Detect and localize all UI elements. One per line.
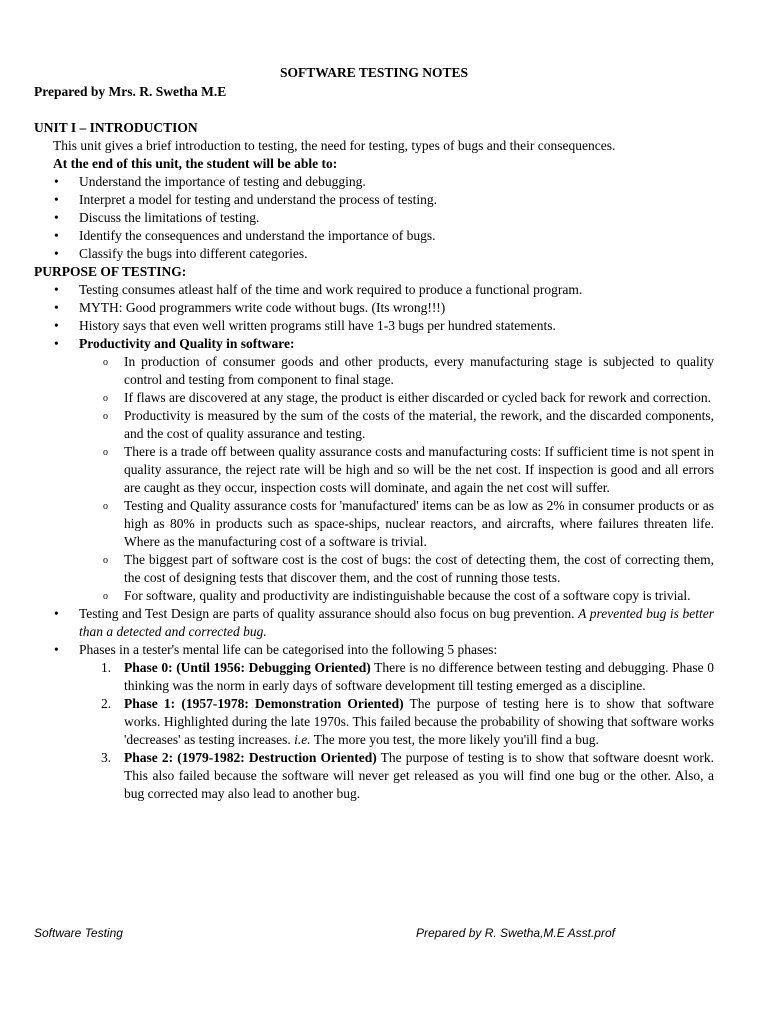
- list-item: • Classify the bugs into different categories.: [34, 245, 714, 263]
- test-design-item: [34, 605, 714, 641]
- list-item: • Identify the consequences and understand the importance of bugs.: [34, 227, 714, 245]
- purpose-heading: PURPOSE OF TESTING:: [34, 264, 187, 279]
- test-design-text: Testing and Test Design are parts of quality assurance should also focus on bug prevention.: [79, 606, 579, 621]
- sub-list-item: o There is a trade off between quality assurance costs and manufacturing costs: If sufficient time is not spent in quality assurance, the reject rate will be high and so will be the net cost. If inspection is good and all errors are caught as they occur, inspection costs will dominate, and again the net cost will suffer.: [79, 443, 714, 497]
- prepared-by: Prepared by Mrs. R. Swetha M.E: [34, 84, 227, 99]
- test-design-italic: A prevented bug is better than a detected and corrected bug.: [79, 606, 715, 639]
- productivity-heading: Productivity and Quality in software:: [79, 336, 295, 351]
- footer-right: Prepared by R. Swetha,M.E Asst.prof: [416, 926, 615, 940]
- phase-text: The purpose of testing is to show that software doesnt work. This also failed because the software will never get released as you will find one bug or the other. Also, a bug corrected may also lead to another bug.: [124, 750, 714, 801]
- phase-item: [79, 749, 714, 803]
- phase-label: Phase 2: (1979-1982: Destruction Oriented): [124, 750, 377, 765]
- sub-list-item: o If flaws are discovered at any stage, the product is either discarded or cycled back for rework and correction.: [79, 389, 714, 407]
- spacer: [34, 101, 714, 119]
- phase-text: There is no difference between testing and debugging. Phase 0 thinking was the norm in early days of software development till testing emerged as a discipline.: [124, 660, 714, 693]
- phase-label: Phase 0: (Until 1956: Debugging Oriented): [124, 660, 371, 675]
- phase-text: The purpose of testing here is to show that software works. Highlighted during the late 1970s. This failed because the probability of showing that software works 'decreases' as testing increases.: [124, 696, 714, 747]
- footer-left: Software Testing: [34, 926, 123, 940]
- purpose-list: [34, 281, 714, 803]
- phase-number: 3.: [101, 750, 112, 765]
- unit-heading: UNIT I – INTRODUCTION: [34, 120, 198, 135]
- phases-item: [34, 641, 714, 803]
- phase-item: [79, 659, 714, 695]
- document-title: SOFTWARE TESTING NOTES: [279, 65, 469, 80]
- unit-intro: This unit gives a brief introduction to testing, the need for testing, types of bugs and their consequences.: [53, 138, 616, 153]
- list-item: • MYTH: Good programmers write code without bugs. (Its wrong!!!): [34, 299, 714, 317]
- list-item: • History says that even well written programs still have 1-3 bugs per hundred statements.: [34, 317, 714, 335]
- productivity-sublist: [79, 353, 714, 605]
- phase-item: [79, 695, 714, 749]
- sub-list-item: o The biggest part of software cost is the cost of bugs: the cost of detecting them, the cost of correcting them, the cost of designing tests that discover them, and the cost of running those tests.: [79, 551, 714, 587]
- sub-list-item: o Productivity is measured by the sum of the costs of the material, the rework, and the discarded components, and the cost of quality assurance and testing.: [79, 407, 714, 443]
- objectives-heading: At the end of this unit, the student will be able to:: [53, 156, 338, 171]
- list-item: • Understand the importance of testing and debugging.: [34, 173, 714, 191]
- sub-list-item: o In production of consumer goods and other products, every manufacturing stage is subjected to quality control and testing from component to final stage.: [79, 353, 714, 389]
- document-page: [34, 64, 714, 803]
- phase-number: 2.: [101, 696, 112, 711]
- objectives-list: [34, 173, 714, 263]
- phase-label: Phase 1: (1957-1978: Demonstration Oriented): [124, 696, 404, 711]
- sub-list-item: o For software, quality and productivity are indistinguishable because the cost of a software copy is trivial.: [79, 587, 714, 605]
- phase-number: 1.: [101, 660, 112, 675]
- list-item: • Testing consumes atleast half of the time and work required to produce a functional program.: [34, 281, 714, 299]
- phases-list: [79, 659, 714, 803]
- phase-italic: i.e.: [294, 732, 311, 747]
- phase-tail: The more you test, the more likely you'ill find a bug.: [310, 732, 599, 747]
- list-item: • Interpret a model for testing and understand the process of testing.: [34, 191, 714, 209]
- sub-list-item: o Testing and Quality assurance costs for 'manufactured' items can be as low as 2% in consumer products or as high as 80% in products such as space-ships, nuclear reactors, and aircrafts, where failures threaten life. Where as the manufacturing cost of a software is trivial.: [79, 497, 714, 551]
- phases-intro: Phases in a tester's mental life can be categorised into the following 5 phases:: [79, 642, 498, 657]
- list-item: • Discuss the limitations of testing.: [34, 209, 714, 227]
- productivity-item: [34, 335, 714, 605]
